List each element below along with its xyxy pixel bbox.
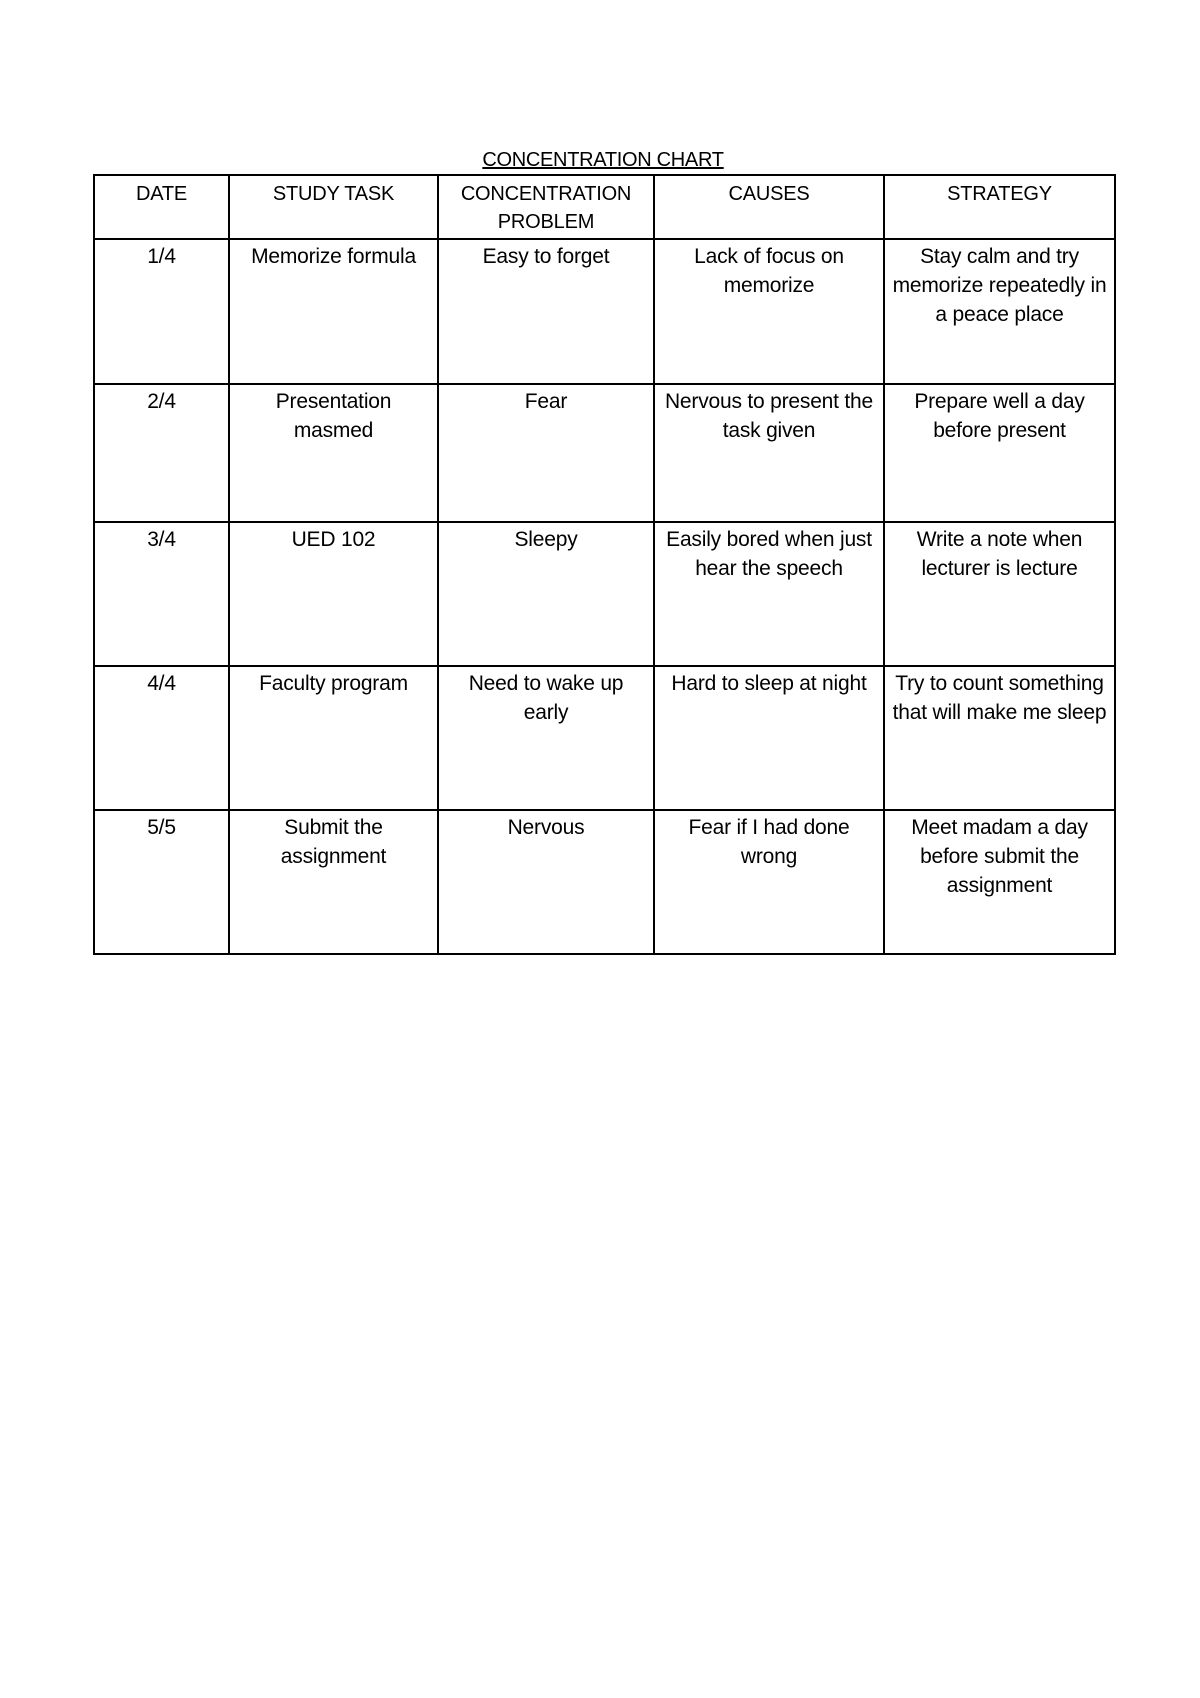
cell-concentration-problem: Nervous <box>438 810 654 954</box>
cell-date: 5/5 <box>94 810 229 954</box>
cell-study-task: UED 102 <box>229 522 438 666</box>
cell-study-task: Memorize formula <box>229 239 438 384</box>
column-header-causes: CAUSES <box>654 175 884 239</box>
cell-strategy: Write a note when lecturer is lecture <box>884 522 1115 666</box>
column-header-concentration-problem: CONCENTRATION PROBLEM <box>438 175 654 239</box>
cell-date: 2/4 <box>94 384 229 522</box>
table-row <box>94 810 1115 954</box>
cell-study-task: Faculty program <box>229 666 438 810</box>
cell-study-task: Presentation masmed <box>229 384 438 522</box>
table-row <box>94 239 1115 384</box>
table-row <box>94 522 1115 666</box>
cell-strategy: Prepare well a day before present <box>884 384 1115 522</box>
page-title: CONCENTRATION CHART <box>482 149 724 171</box>
table-header-row <box>94 175 1115 239</box>
cell-study-task: Submit the assignment <box>229 810 438 954</box>
cell-concentration-problem: Fear <box>438 384 654 522</box>
column-header-strategy: STRATEGY <box>884 175 1115 239</box>
cell-causes: Lack of focus on memorize <box>654 239 884 384</box>
table-row <box>94 666 1115 810</box>
cell-concentration-problem: Need to wake up early <box>438 666 654 810</box>
cell-strategy: Try to count something that will make me sleep <box>884 666 1115 810</box>
cell-strategy: Stay calm and try memorize repeatedly in a peace place <box>884 239 1115 384</box>
cell-date: 3/4 <box>94 522 229 666</box>
cell-causes: Nervous to present the task given <box>654 384 884 522</box>
cell-date: 4/4 <box>94 666 229 810</box>
cell-concentration-problem: Easy to forget <box>438 239 654 384</box>
concentration-chart-table <box>93 174 1116 955</box>
cell-strategy: Meet madam a day before submit the assignment <box>884 810 1115 954</box>
cell-causes: Easily bored when just hear the speech <box>654 522 884 666</box>
column-header-date: DATE <box>94 175 229 239</box>
cell-date: 1/4 <box>94 239 229 384</box>
cell-causes: Fear if I had done wrong <box>654 810 884 954</box>
cell-causes: Hard to sleep at night <box>654 666 884 810</box>
cell-concentration-problem: Sleepy <box>438 522 654 666</box>
table-row <box>94 384 1115 522</box>
column-header-study-task: STUDY TASK <box>229 175 438 239</box>
